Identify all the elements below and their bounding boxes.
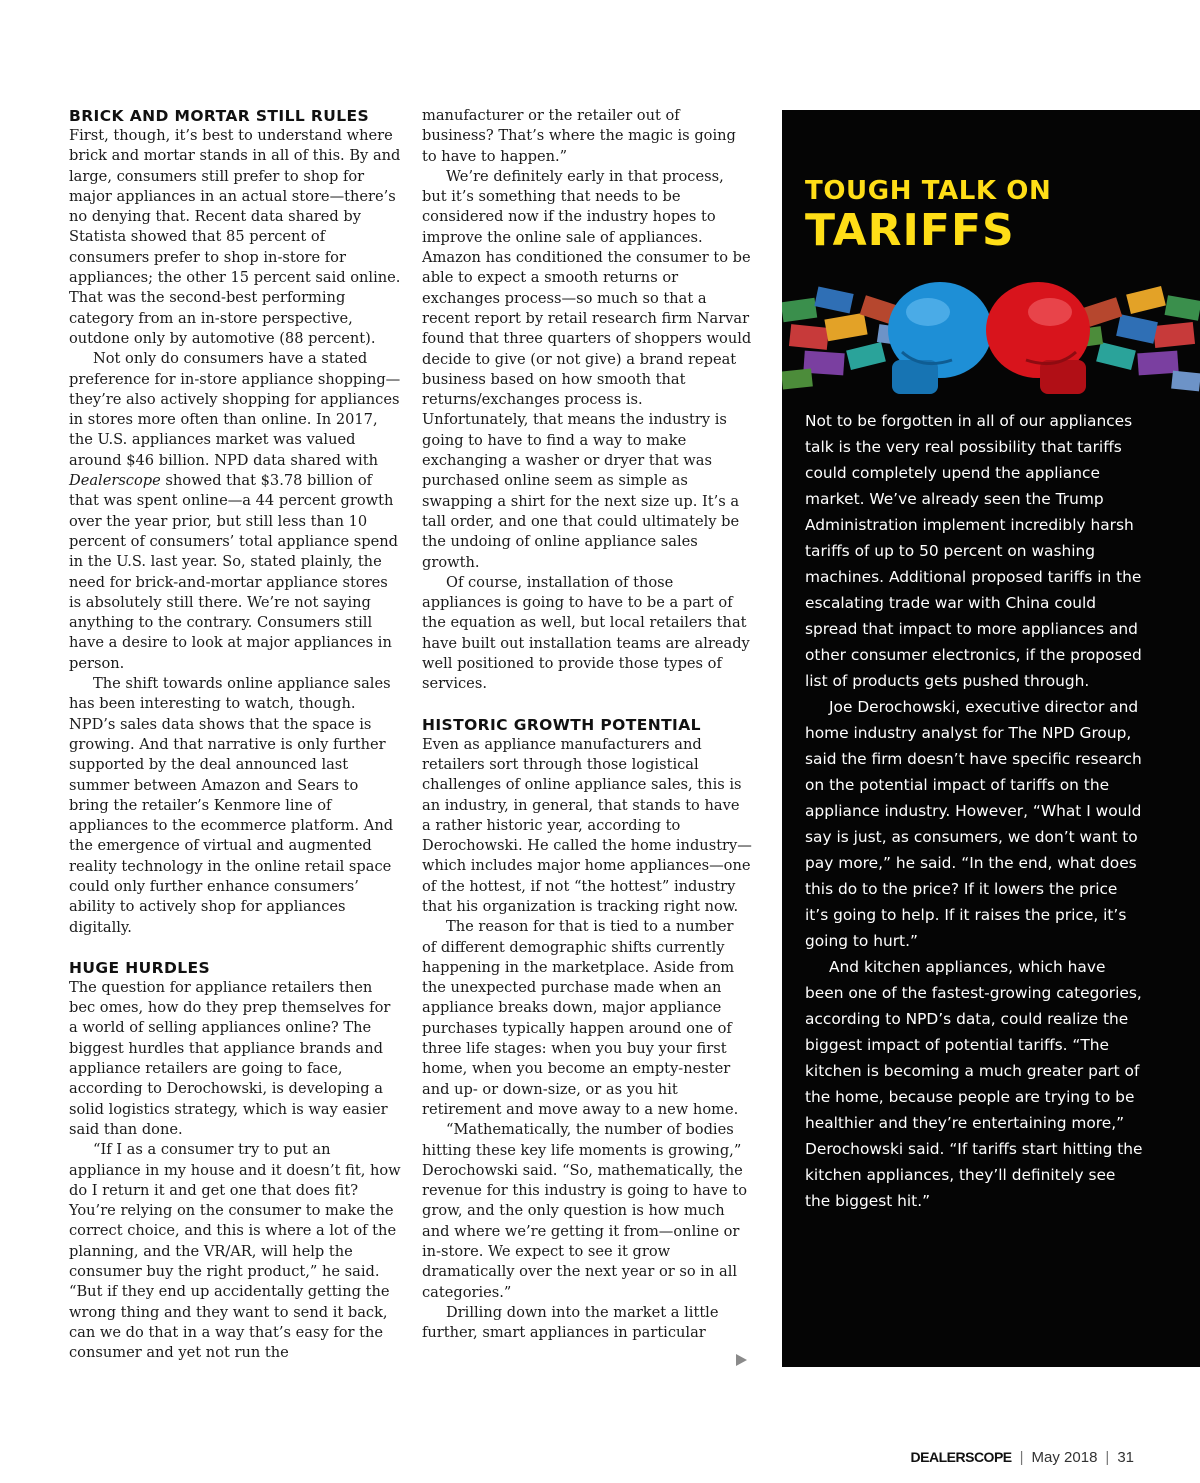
paragraph: Even as appliance manufacturers and retailers sort through those logistical challenges of online appliance sales, this is an industry, in general, that stands to have a rather historic year, according to Derochowski. He called the home industry—which includes major home appliances—one of the hottest, if not “the hottest” industry that his organization is tracking right now. — [422, 735, 752, 915]
text-run: Not only do consumers have a stated preference for in-store appliance shopping—they’re also actively shopping for appliances in stores more often than online. In 2017, the U.S. appliances market was valued around $46 billion. NPD data shared with — [69, 350, 401, 469]
section-heading-huge-hurdles: HUGE HURDLES — [69, 958, 211, 977]
paragraph — [69, 349, 401, 674]
publication-name: Dealerscope — [69, 472, 161, 490]
paragraph: We’re definitely early in that process, but it’s something that needs to be considered now if the industry hopes to improve the online sale of appliances. Amazon has conditioned the consumer to be able to expect a smooth returns or exchanges process—so much so that a recent report by retail research firm Narvar found that three quarters of shoppers would decide to give (or not give) a brand repeat business based on how smooth that returns/exchanges process is. Unfortunately, that means the industry is going to have to find a way to make exchanging a washer or dryer that was purchased online seem as simple as swapping a shirt for the next size up. It’s a tall order, and one that could ultimately be the undoing of online appliance sales growth. — [422, 167, 752, 571]
page-footer — [911, 1449, 1134, 1466]
paragraph: “If I as a consumer try to put an appliance in my house and it doesn’t fit, how do I return it and get one that does fit? You’re relying on the consumer to make the correct choice, and this is where a lot of the planning, and the VR/AR, will help the consumer buy the right product,” he said. “But if they end up accidentally getting the wrong thing and they want to send it back, can we do that in a way that’s easy for the consumer and yet not run the — [69, 1141, 401, 1362]
paragraph: And kitchen appliances, which have been one of the fastest-growing categories, according to NPD’s data, could realize the biggest impact of potential tariffs. “The kitchen is becoming a much greater part of the home, because people are trying to be healthier and they’re entertaining more,” Derochowski said. “If tariffs start hitting the kitchen appliances, they’ll definitely see the biggest hit.” — [805, 958, 1143, 1210]
text-run: showed that $3.78 billion of that was spent online—a 44 percent growth over the year prior, but still less than 10 percent of consumers’ total appliance spend in the U.S. last year. So, stated plainly, the need for brick-and-mortar appliance stores is absolutely still there. We’re not saying anything to the contrary. Consumers still have a desire to look at major appliances in person. — [69, 472, 398, 672]
article-column-2 — [422, 106, 752, 1344]
paragraph: Not to be forgotten in all of our appliances talk is the very real possibility that tariffs could completely upend the appliance market. We’ve already seen the Trump Administration implement incredibly harsh tariffs of up to 50 percent on washing machines. Additional proposed tariffs in the escalating trade war with China could spread that impact to more appliances and other consumer electronics, if the proposed list of products gets pushed through. — [805, 412, 1142, 690]
sidebar-kicker: TOUGH TALK ON — [805, 176, 1052, 206]
red-glove — [986, 282, 1090, 394]
paragraph: The question for appliance retailers then bec omes, how do they prep themselves for a world of selling appliances online? The biggest hurdles that appliance brands and appliance retailers are going to face, according to Derochowski, is developing a solid logistics strategy, which is way easier said than done. — [69, 978, 391, 1138]
section-heading-historic-growth: HISTORIC GROWTH POTENTIAL — [422, 715, 701, 734]
page-number: 31 — [1117, 1449, 1134, 1466]
paragraph: Drilling down into the market a little further, smart appliances in particular — [422, 1303, 719, 1342]
containers-left — [782, 286, 907, 389]
sidebar-body — [805, 408, 1145, 1214]
paragraph: The reason for that is tied to a number of different demographic shifts currently happening in the marketplace. Aside from the unexpected purchase made when an appliance breaks down, major appliance purchases typically happen around one of three life stages: when you buy your first home, when you become an empty-nester and up- or down-size, or as you hit retirement and move away to a new home. — [422, 918, 739, 1118]
sidebar-title: TARIFFS — [805, 205, 1015, 256]
paragraph: “Mathematically, the number of bodies hitting these key life moments is growing,” Derochowski said. “So, mathematically, the revenue for this industry is going to have to grow, and the only question is how much and where we’re getting it from—online or in-store. We expect to see it grow dramatically over the next year or so in all categories.” — [422, 1121, 747, 1301]
containers-right — [1073, 286, 1200, 391]
paragraph: First, though, it’s best to understand where brick and mortar stands in all of this. By and large, consumers still prefer to shop for major appliances in an actual store—there’s no denying that. Recent data shared by Statista showed that 85 percent of consumers prefer to shop in-store for appliances; the other 15 percent said online. That was the second-best performing category from an in-store perspective, outdone only by automotive (88 percent). — [69, 127, 401, 347]
paragraph: The shift towards online appliance sales has been interesting to watch, though. NPD’s sales data shows that the space is growing. And that narrative is only further supported by the deal announced last summer between Amazon and Sears to bring the retailer’s Kenmore line of appliances to the ecommerce platform. And the emergence of virtual and augmented reality technology in the online retail space could only further enhance consumers’ ability to actively shop for appliances digitally. — [69, 675, 394, 936]
separator: | — [1019, 1449, 1024, 1466]
section-heading-brick-and-mortar: BRICK AND MORTAR STILL RULES — [69, 107, 370, 125]
separator: | — [1105, 1449, 1110, 1466]
paragraph: manufacturer or the retailer out of business? That’s where the magic is going to have to happen.” — [422, 107, 736, 165]
paragraph: Of course, installation of those appliances is going to have to be a part of the equation as well, but local retailers that have built out installation teams are already well positioned to provide those types of services. — [422, 573, 750, 693]
paragraph: Joe Derochowski, executive director and home industry analyst for The NPD Group, said the firm doesn’t have specific research on the potential impact of tariffs on the appliance industry. However, “What I would say is just, as consumers, we don’t want to pay more,” he said. “In the end, what does this do to the price? If it lowers the price it’s going to help. If it raises the price, it’s going to hurt.” — [805, 698, 1142, 950]
continue-arrow-icon — [736, 1354, 747, 1366]
issue-date: May 2018 — [1031, 1449, 1098, 1466]
boxing-gloves-image — [782, 260, 1200, 405]
article-column-1 — [69, 106, 401, 1364]
publication-logo: DEALERSCOPE — [910, 1449, 1012, 1465]
blue-glove — [888, 282, 992, 394]
sidebar-tariffs — [782, 110, 1200, 1367]
